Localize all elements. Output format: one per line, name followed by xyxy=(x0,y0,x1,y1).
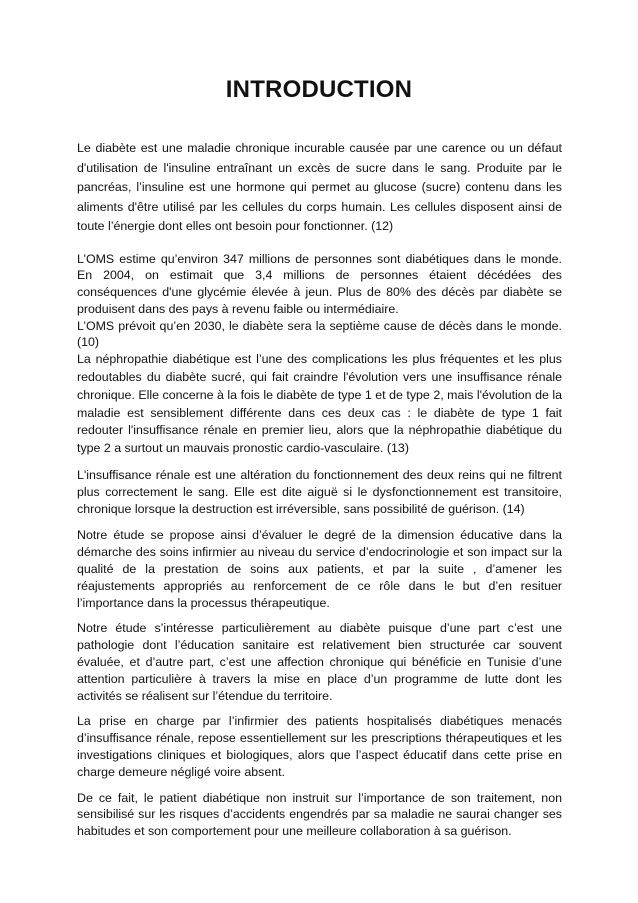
page-title: INTRODUCTION xyxy=(225,76,413,103)
paragraph-2: L’OMS estime qu’environ 347 millions de personnes sont diabétiques dans le monde. En 2004, on estimait que 3,4 millions de personnes étaient décédées des conséquences d'une glycémie élevée à jeun. Plus de 80% des décès par diabète se produisent dans des pays à revenu faible ou intermédiaire. xyxy=(77,251,562,316)
paragraph-1: Le diabète est une maladie chronique incurable causée par une carence ou un défaut d'utilisation de l'insuline entraînant un excès de sucre dans le sang. Produite par le pancréas, l’insuline est une hormone qui permet au glucose (sucre) contenu dans les aliments d'être utilisé par les cellules du corps humain. Les cellules disposent ainsi de toute l’énergie dont elles ont besoin pour fonctionner. (12) xyxy=(77,141,562,233)
paragraph-8: La prise en charge par l’infirmier des patients hospitalisés diabétiques menacés d’insuffisance rénale, repose essentiellement sur les prescriptions thérapeutiques et les investigations cliniques et biologiques, alors que l’aspect éducatif dans cette prise en charge demeure négligé voire absent. xyxy=(77,714,562,779)
paragraph-9: De ce fait, le patient diabétique non instruit sur l’importance de son traitement, non sensibilisé sur les risques d’accidents engendrés par sa maladie ne saurai changer ses habitudes et son comportement pour une meilleure collaboration à sa guérison. xyxy=(77,790,562,839)
document-body xyxy=(77,139,562,840)
paragraph-7: Notre étude s’intéresse particulièrement au diabète puisque d’une part c’est une pathologie dont l’éducation sanitaire est relativement bien structurée car souvent évaluée, et d’autre part, c’est une affection chronique qui bénéficie en Tunisie d’une attention particulière à travers la mise en place d’un programme de lutte dont les activités se réalisent sur l’étendue du territoire. xyxy=(77,621,562,703)
paragraph-4: La néphropathie diabétique est l’une des complications les plus fréquentes et les plus redoutables du diabète sucré, qui fait craindre l'évolution vers une insuffisance rénale chronique. Elle concerne à la fois le diabète de type 1 et de type 2, mais l'évolution de la maladie est sensiblement différente dans ces deux cas : le diabète de type 1 fait redouter l'insuffisance rénale en premier lieu, alors que la néphropathie diabétique du type 2 a surtout un mauvais pronostic cardio-vasculaire. (13) xyxy=(77,352,562,456)
paragraph-6: Notre étude se propose ainsi d’évaluer le degré de la dimension éducative dans la démarche des soins infirmier au niveau du service d’endocrinologie et son impact sur la qualité de la prestation de soins aux patients, et par la suite , d’amener les réajustements appropriés au renforcement de ce rôle dans le but d’en resituer l’importance dans la processus thérapeutique. xyxy=(77,528,562,610)
paragraph-3: L’OMS prévoit qu’en 2030, le diabète sera la septième cause de décès dans le monde. (10) xyxy=(77,318,562,350)
paragraph-5: L'insuffisance rénale est une altération du fonctionnement des deux reins qui ne filtrent plus correctement le sang. Elle est dite aiguë si le dysfonctionnement est transitoire, chronique lorsque la destruction est irréversible, sans possibilité de guérison. (14) xyxy=(77,468,562,516)
